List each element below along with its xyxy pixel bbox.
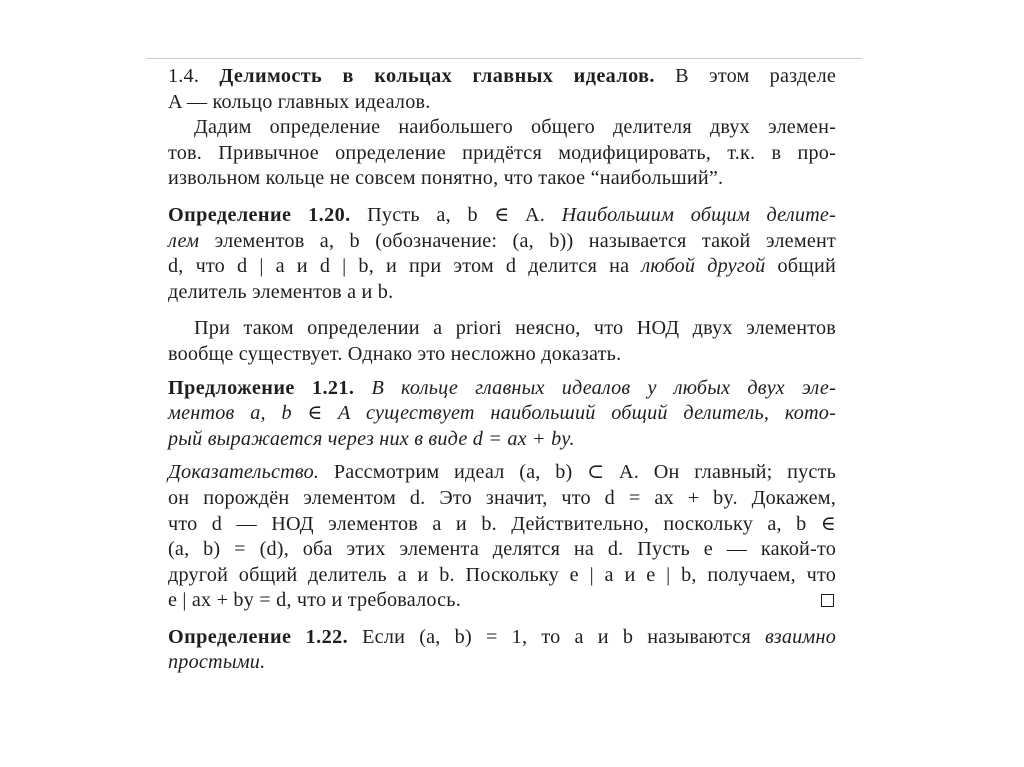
proposition-1-21-line: рый выражается через них в виде d = ax + by. [168, 427, 575, 450]
proposition-1-21-line: ментов a, b ∈ A существует наибольший общий делитель, кото- [168, 402, 836, 425]
paragraph-line: Дадим определение наибольшего общего делителя двух элемен- [194, 116, 836, 139]
proposition-1-21-line: Предложение 1.21. В кольце главных идеалов у любых двух эле- [168, 376, 837, 399]
section-intro-line: A — кольцо главных идеалов. [168, 90, 431, 113]
remark-line: вообще существует. Однако это несложно доказать. [168, 342, 622, 365]
proof-line: что d — НОД элементов a и b. Действительно, поскольку a, b ∈ [168, 512, 836, 535]
definition-label: Определение 1.22. [168, 625, 349, 648]
definition-1-22-line: Определение 1.22. Если (a, b) = 1, то a и b называются взаимно [168, 625, 836, 648]
proposition-label: Предложение 1.21. [168, 376, 355, 399]
proof-line: Доказательство. Рассмотрим идеал (a, b) ⊂ A. Он главный; пусть [168, 461, 837, 484]
proof-line: другой общий делитель a и b. Поскольку e | a и e | b, получаем, что [168, 563, 836, 586]
definition-label: Определение 1.20. [168, 203, 351, 226]
definition-1-20-line: лем элементов a, b (обозначение: (a, b)) называется такой элемент [168, 229, 837, 252]
section-title: Делимость в кольцах главных идеалов. [219, 65, 655, 87]
definition-1-22-line: простыми. [168, 651, 266, 674]
definition-1-20-line: Определение 1.20. Пусть a, b ∈ A. Наибольшим общим делите- [168, 203, 837, 226]
remark-line: При таком определении a priori неясно, что НОД двух элементов [194, 317, 836, 340]
section-number: 1.4. [168, 65, 200, 87]
proof-label: Доказательство. [168, 461, 320, 484]
section-heading-line: 1.4. Делимость в кольцах главных идеалов. В этом разделе [168, 65, 837, 87]
paragraph-line: тов. Привычное определение придётся модифицировать, т.к. в про- [168, 141, 836, 164]
proof-line: (a, b) = (d), оба этих элемента делятся на d. Пусть e — какой-то [168, 538, 836, 561]
definition-1-20-line: делитель элементов a и b. [168, 280, 394, 303]
proof-line: он порождён элементом d. Это значит, что d = ax + by. Докажем, [168, 486, 836, 509]
proof-line: e | ax + by = d, что и требовалось. [168, 588, 836, 614]
qed-square-icon [821, 594, 834, 607]
top-divider [147, 58, 862, 59]
paragraph-line: извольном кольце не совсем понятно, что такое “наибольший”. [168, 167, 724, 190]
document-text [168, 64, 836, 676]
definition-1-20-line: d, что d | a и d | b, и при этом d делится на любой другой общий [168, 255, 837, 278]
